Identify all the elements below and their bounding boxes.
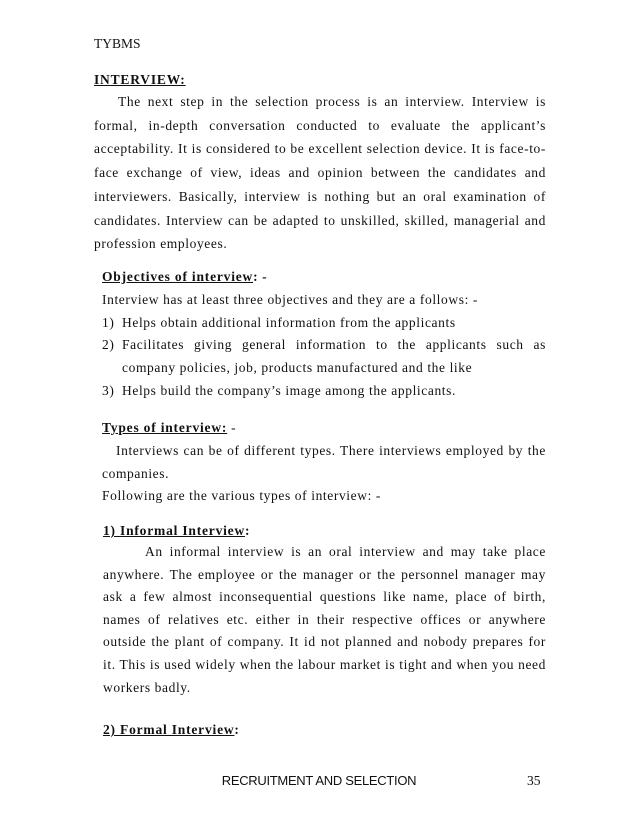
section-formal-interview bbox=[103, 722, 240, 738]
types-following: Following are the various types of interview: - bbox=[102, 488, 382, 504]
types-intro: Interviews can be of different types. There interviews employed by the companies. bbox=[102, 442, 546, 481]
informal-heading: 1) Informal Interview: bbox=[103, 523, 251, 538]
formal-heading: 2) Formal Interview: bbox=[103, 722, 240, 737]
section-objectives bbox=[102, 266, 546, 403]
list-item: 2) Facilitates giving general information to the applicants such as company policies, job, products manufactured and the like bbox=[102, 337, 546, 376]
header-course-label: TYBMS bbox=[94, 36, 141, 51]
interview-heading: INTERVIEW: bbox=[94, 72, 186, 87]
page-number: 35 bbox=[527, 773, 541, 788]
list-item: 3) Helps build the company’s image among the applicants. bbox=[102, 382, 456, 398]
informal-paragraph: An informal interview is an oral interview and may take place anywhere. The employee or the manager or the personnel manager may ask a few almost inconsequential questions like name, place of birth, names of relatives etc. either in their respective offices or anywhere outside the plant of company. It id not planned and nobody prepares for it. This is used widely when the labour market is tight and when you need workers badly. bbox=[103, 544, 546, 695]
list-item: 1) Helps obtain additional information from the applicants bbox=[102, 314, 456, 330]
types-heading: Types of interview: - bbox=[102, 420, 237, 435]
section-interview bbox=[94, 72, 546, 256]
section-types bbox=[102, 417, 546, 508]
objectives-heading: Objectives of interview: - bbox=[102, 269, 268, 284]
footer-title: RECRUITMENT AND SELECTION bbox=[221, 773, 417, 788]
interview-paragraph: The next step in the selection process is an interview. Interview is formal, in-depth conversation conducted to evaluate the applicant’s acceptability. It is considered to be excellent selection device. It is face-to-face exchange of view, ideas and opinion between the candidates and interviewers. Basically, interview is nothing but an oral examination of candidates. Interview can be adapted to unskilled, skilled, managerial and profession employees. bbox=[94, 94, 546, 252]
objectives-intro: Interview has at least three objectives and they are a follows: - bbox=[102, 291, 478, 307]
section-informal-interview bbox=[103, 523, 546, 699]
